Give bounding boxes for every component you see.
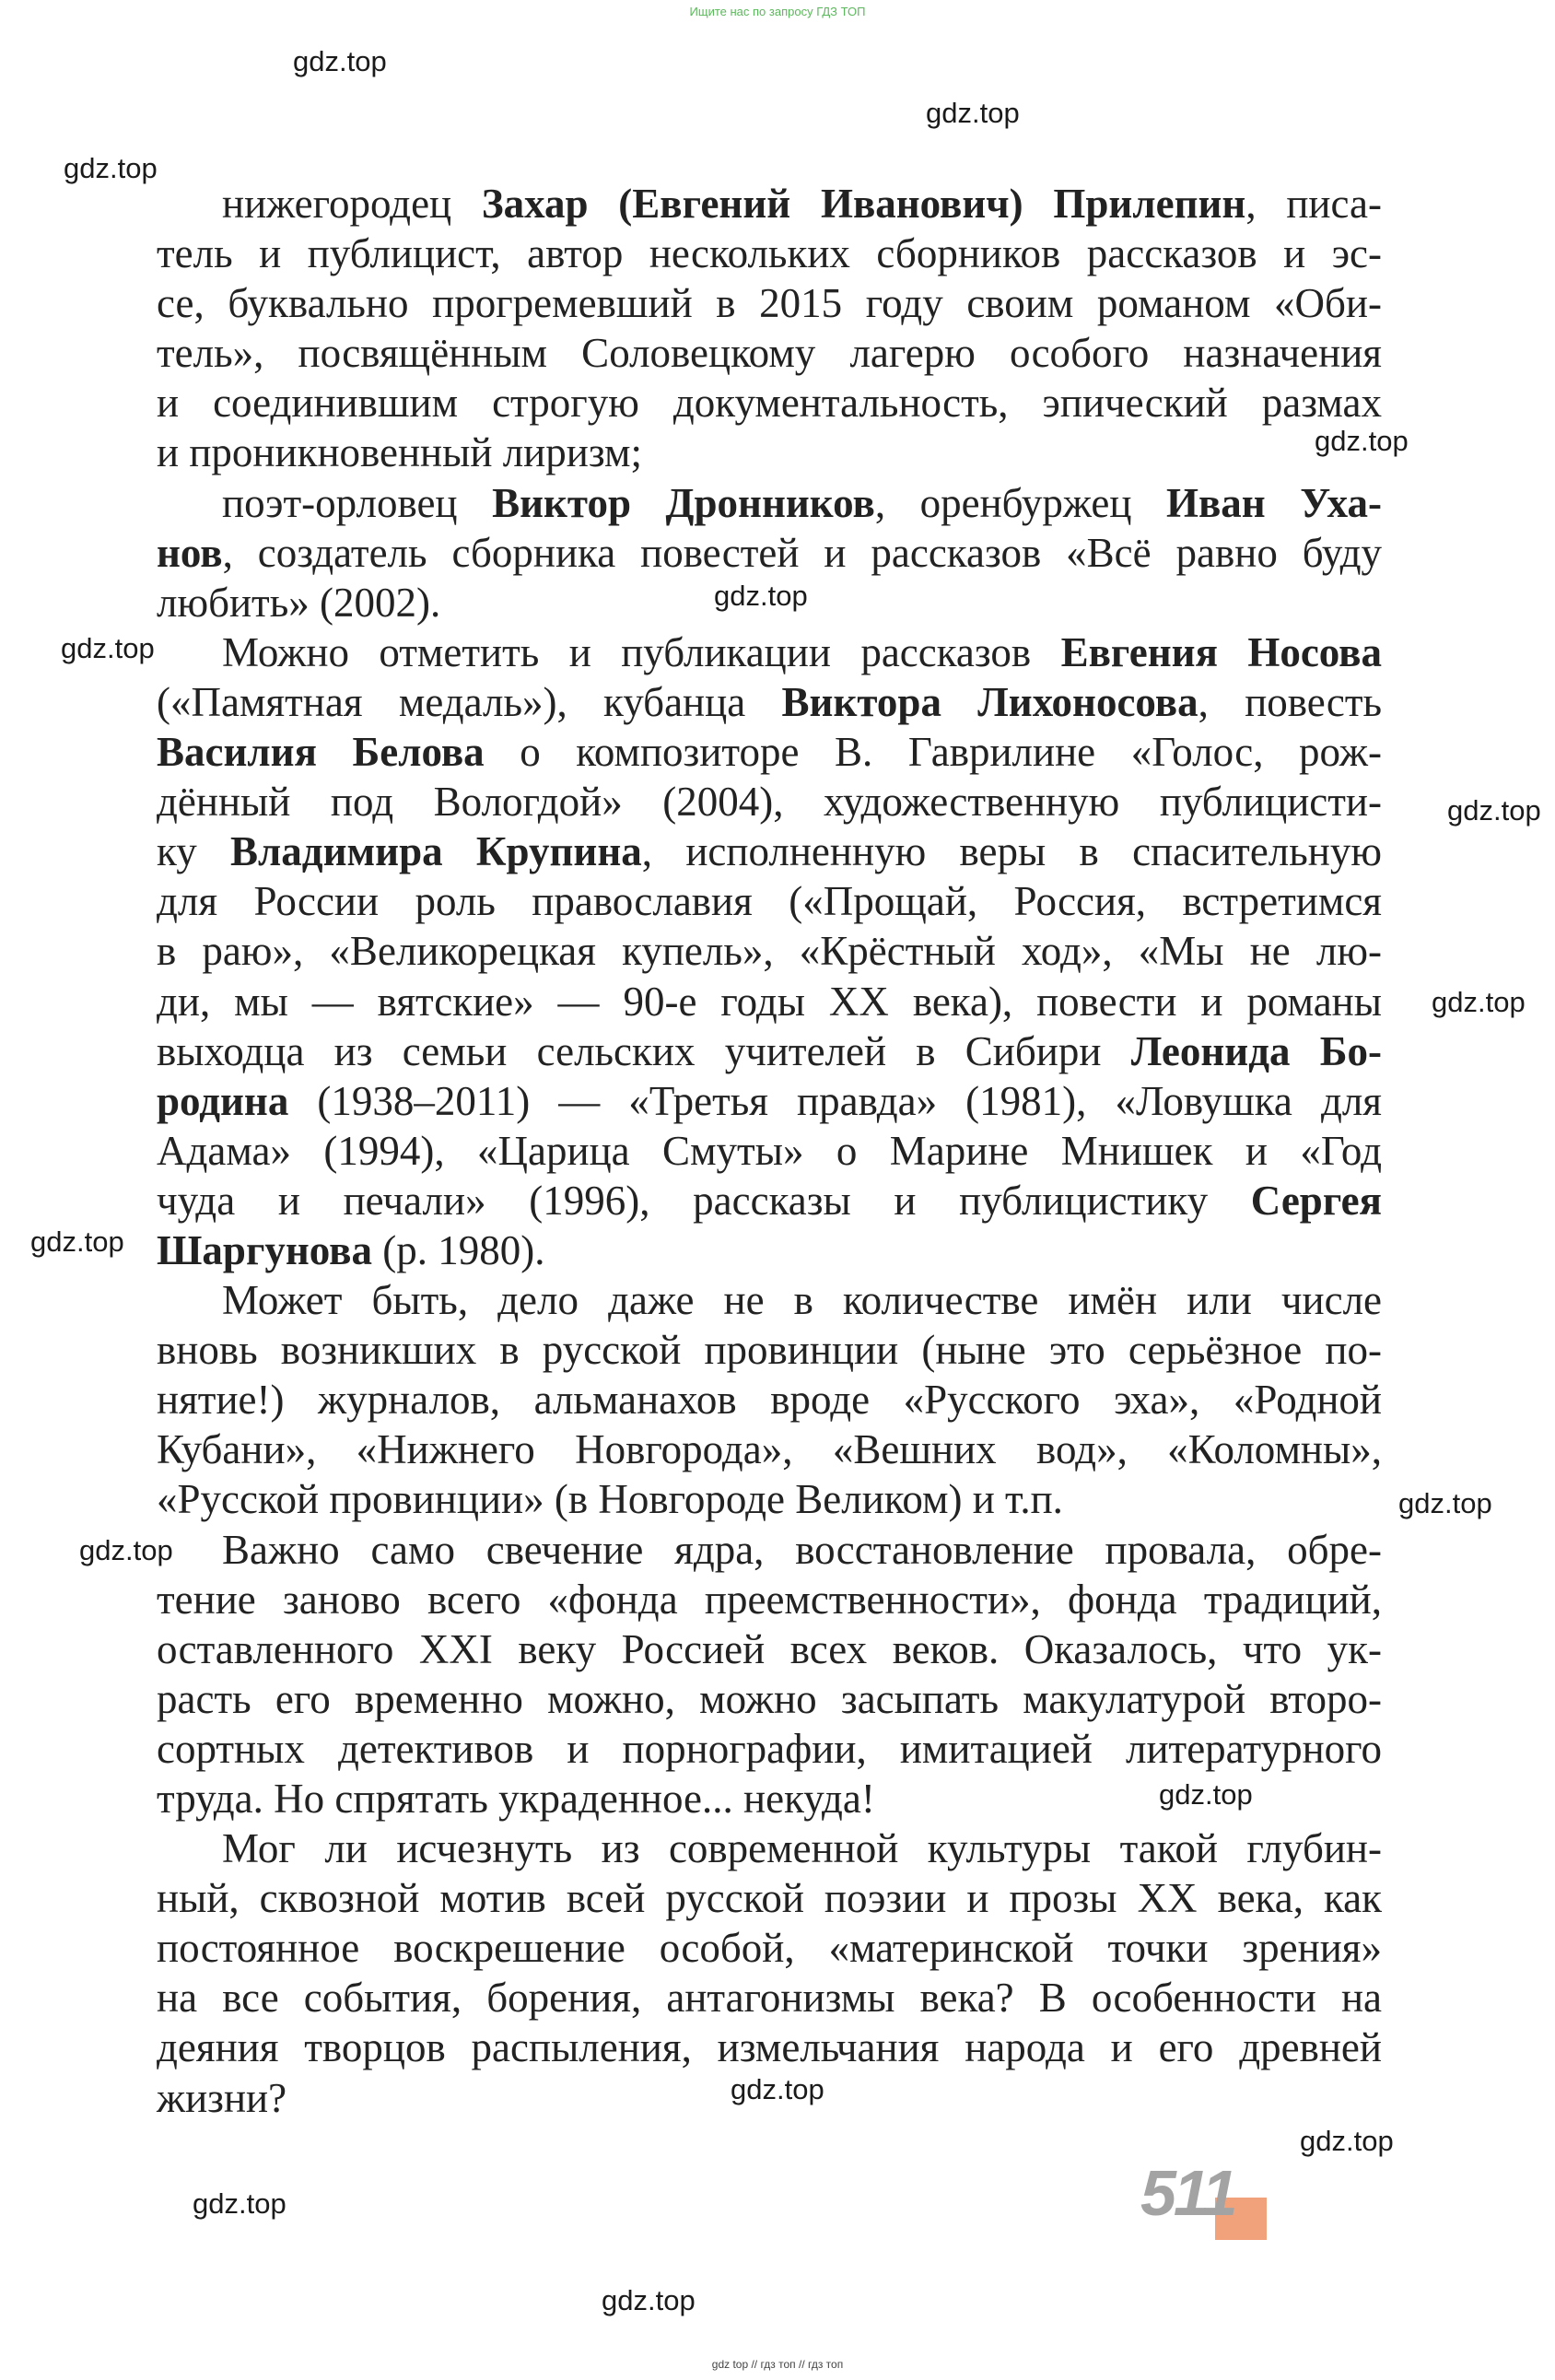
text-run: , писа- [1245, 181, 1382, 227]
bold-name-run: Виктор Дронников [492, 479, 875, 526]
watermark-text: gdz.top [30, 1225, 124, 1258]
watermark-text: gdz.top [1159, 1778, 1253, 1811]
watermark-text: gdz.top [1398, 1487, 1492, 1519]
text-run: тель», посвящённым Соловецкому лагерю особого назначения [157, 330, 1382, 377]
text-line [157, 378, 1382, 428]
paragraph [157, 179, 1382, 478]
text-run: Важно само свечение ядра, восстановление провала, обре- [222, 1526, 1382, 1573]
watermark-text: gdz.top [1315, 425, 1409, 457]
text-run: постоянное воскрешение особой, «материнской точки зрения» [157, 1925, 1382, 1972]
top-banner-text: Ищите нас по запросу ГДЗ ТОП [689, 5, 866, 18]
watermark-text: gdz.top [1300, 2125, 1394, 2157]
text-run: жизни? [157, 2074, 287, 2121]
text-line [157, 1823, 1382, 1873]
text-run: , повесть [1198, 678, 1383, 725]
text-run: нятие!) журналов, альманахов вроде «Русского эха», «Родной [157, 1377, 1382, 1424]
text-run: поэт-орловец [222, 479, 493, 526]
text-run: оставленного XXI веку Россией всех веков. Оказалось, что ук- [157, 1625, 1382, 1672]
text-run: сортных детективов и порнографии, имитацией литературного [157, 1725, 1382, 1772]
text-line [157, 1973, 1382, 2022]
bold-name-run: Сергея [1250, 1177, 1382, 1224]
text-run: труда. Но спрятать украденное... некуда! [157, 1776, 875, 1822]
text-run: ку [157, 828, 231, 875]
text-line [157, 1126, 1382, 1176]
text-run: на все события, борения, антагонизмы века? В особенности на [157, 1975, 1382, 2022]
text-line [157, 1225, 1382, 1275]
text-run: и соединившим строгую документальность, эпический размах [157, 380, 1382, 427]
text-line [157, 428, 1382, 477]
text-run: вновь возникших в русской провинции (ныне это серьёзное по- [157, 1327, 1382, 1374]
bold-name-run: Иван Уха- [1165, 479, 1382, 526]
text-line [157, 278, 1382, 328]
text-run: нижегородец [222, 181, 482, 227]
text-line [157, 677, 1382, 727]
bold-name-run: Виктора Лихоносова [781, 678, 1198, 725]
watermark-text: gdz.top [1432, 986, 1526, 1018]
body-text [157, 179, 1382, 2123]
bold-name-run: Леонида Бо- [1130, 1027, 1382, 1074]
text-run: ный, сквозной мотив всей русской поэзии и прозы XX века, как [157, 1875, 1382, 1922]
text-run: тель и публицист, автор нескольких сборников рассказов и эс- [157, 230, 1382, 277]
text-line [157, 1624, 1382, 1674]
text-line [157, 2022, 1382, 2072]
text-run: любить» (2002). [157, 579, 441, 626]
text-run: Кубани», «Нижнего Новгорода», «Вешних вод», «Коломны», [157, 1426, 1382, 1473]
text-line [157, 328, 1382, 378]
bold-name-run: Василия Белова [157, 729, 485, 776]
text-run: чуда и печали» (1996), рассказы и публицистику [157, 1177, 1251, 1224]
text-run: (1938–2011) — «Третья правда» (1981), «Ловушка для [288, 1077, 1382, 1124]
page-number: 511 [1140, 2157, 1235, 2229]
text-line [157, 1026, 1382, 1076]
text-line [157, 229, 1382, 278]
text-line [157, 1575, 1382, 1624]
text-run: ди, мы — вятские» — 90-е годы XX века), повести и романы [157, 978, 1382, 1025]
text-line [157, 1674, 1382, 1724]
text-run: Может быть, дело даже не в количестве имён или числе [222, 1277, 1382, 1324]
text-line [157, 1873, 1382, 1923]
text-run: се, буквально прогремевший в 2015 году своим романом «Оби- [157, 280, 1382, 327]
text-run: «Русской провинции» (в Новгороде Великом) и т.п. [157, 1476, 1063, 1523]
text-run: о композиторе В. Гаврилине «Голос, рож- [484, 729, 1382, 776]
text-line [157, 827, 1382, 876]
text-run: Можно отметить и публикации рассказов [222, 628, 1061, 675]
text-line [157, 1375, 1382, 1424]
text-line [157, 926, 1382, 976]
text-line [157, 727, 1382, 777]
bold-name-run: Шаргунова [157, 1226, 372, 1273]
text-run: (р. 1980). [372, 1226, 545, 1273]
text-run: расть его временно можно, можно засыпать макулатурой второ- [157, 1675, 1382, 1722]
text-run: в раю», «Великорецкая купель», «Крёстный ход», «Мы не лю- [157, 928, 1382, 975]
watermark-text: gdz.top [193, 2187, 286, 2220]
watermark-text: gdz.top [731, 2073, 824, 2105]
text-line [157, 528, 1382, 578]
paragraph [157, 627, 1382, 1275]
text-line [157, 1474, 1382, 1524]
paragraph [157, 1275, 1382, 1524]
text-run: Мог ли исчезнуть из современной культуры такой глубин- [222, 1825, 1382, 1872]
bold-name-run: Владимира Крупина [230, 828, 642, 875]
text-run: , оренбуржец [874, 479, 1166, 526]
watermark-text: gdz.top [714, 580, 808, 612]
watermark-text: gdz.top [79, 1534, 173, 1566]
watermark-text: gdz.top [602, 2284, 696, 2316]
watermark-text: gdz.top [61, 632, 155, 664]
text-line [157, 1424, 1382, 1474]
text-line [157, 1076, 1382, 1126]
text-run: дённый под Вологдой» (2004), художественную публицисти- [157, 779, 1382, 826]
text-line [157, 179, 1382, 229]
text-line [157, 977, 1382, 1026]
text-run: для России роль православия («Прощай, Россия, встретимся [157, 878, 1382, 925]
watermark-text: gdz.top [64, 152, 158, 184]
text-run: («Памятная медаль»), кубанца [157, 678, 782, 725]
text-run: выходца из семьи сельских учителей в Сибири [157, 1027, 1131, 1074]
text-line [157, 478, 1382, 528]
text-run: Адама» (1994), «Царица Смуты» о Марине Мнишек и «Год [157, 1127, 1382, 1174]
bold-name-run: родина [157, 1077, 289, 1124]
bold-name-run: нов [157, 529, 223, 576]
text-run: и проникновенный лиризм; [157, 429, 642, 476]
bottom-footer-text: gdz top // гдз топ // гдз топ [711, 2358, 844, 2371]
bold-name-run: Евгения Носова [1060, 628, 1382, 675]
text-run: тение заново всего «фонда преемственности», фонда традиций, [157, 1576, 1382, 1623]
text-line [157, 627, 1382, 677]
text-line [157, 1525, 1382, 1575]
text-run: деяния творцов распыления, измельчания народа и его древней [157, 2024, 1382, 2071]
watermark-text: gdz.top [926, 97, 1020, 129]
text-line [157, 876, 1382, 926]
watermark-text: gdz.top [293, 45, 387, 77]
text-line [157, 1176, 1382, 1225]
text-line [157, 1923, 1382, 1973]
text-run: , исполненную веры в спасительную [641, 828, 1382, 875]
text-line [157, 1275, 1382, 1325]
text-line [157, 777, 1382, 827]
text-line [157, 1724, 1382, 1774]
text-line [157, 1325, 1382, 1375]
watermark-text: gdz.top [1447, 794, 1541, 827]
text-run: , создатель сборника повестей и рассказов «Всё равно буду [222, 529, 1382, 576]
bold-name-run: Захар (Евгений Иванович) Прилепин [481, 181, 1246, 227]
